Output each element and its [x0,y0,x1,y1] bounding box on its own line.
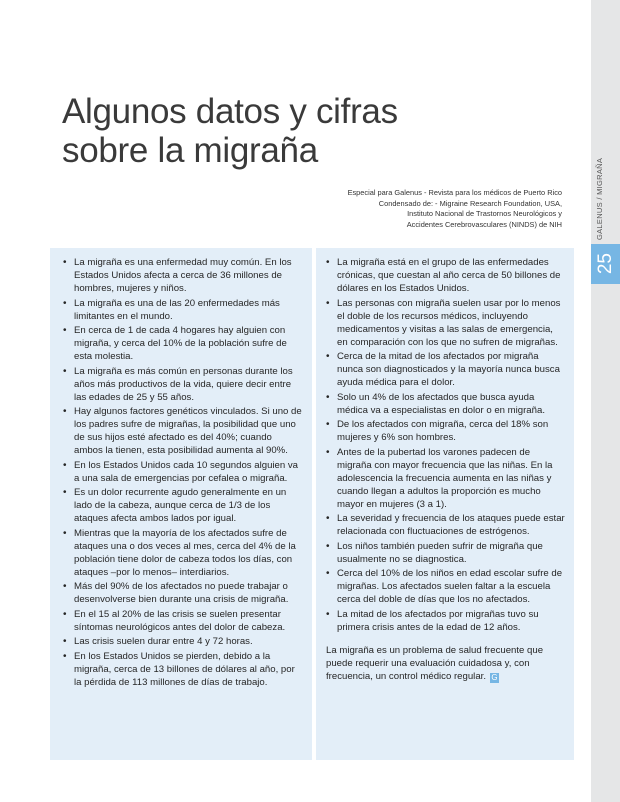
list-item: • Solo un 4% de los afectados que busca ayuda médica va a especialistas en dolor o en migraña. [326,391,566,417]
list-item: • La migraña es más común en personas durante los años más productivos de la vida, quiere decir entre las edades de 25 y 55 años. [63,365,302,404]
list-item: • Es un dolor recurrente agudo generalmente en un lado de la cabeza, aunque cerca de 1/3 de los ataques afecta ambos lados por igual. [63,486,302,525]
page-number: 25 [594,253,616,275]
list-item: • La severidad y frecuencia de los ataques puede estar relacionada con fluctuaciones de estrógenos. [326,512,566,538]
list-item: • Más del 90% de los afectados no puede trabajar o desenvolverse bien durante una crisis de migraña. [63,580,302,606]
list-item: • Las crisis suelen durar entre 4 y 72 horas. [63,635,302,648]
title-line-1: Algunos datos y cifras [62,92,398,131]
list-item: • Hay algunos factores genéticos vinculados. Si uno de los padres sufre de migrañas, la posibilidad que uno de sus hijos esté afectado es del 40%; cuando ambos la tienen, esta posibilidad aumenta al 90%. [63,405,302,457]
side-strip [591,0,620,802]
left-fact-list [63,256,302,689]
credits-line-4: Accidentes Cerebrovasculares (NINDS) de NIH [406,219,562,229]
credits-line-2: Condensado de: - Migraine Research Foundation, USA, [378,198,562,208]
left-column [50,248,312,760]
closing-text: La migraña es un problema de salud frecuente que puede requerir una evaluación cuidadosa y, con frecuencia, un control médico regular. [326,644,544,682]
list-item: • De los afectados con migraña, cerca del 18% son mujeres y 6% son hombres. [326,418,566,444]
closing-paragraph [326,644,566,683]
list-item: • Los niños también pueden sufrir de migraña que usualmente no se diagnostica. [326,540,566,566]
title-line-2: sobre la migraña [62,131,318,170]
end-mark-icon: G [491,672,498,682]
list-item: • Antes de la pubertad los varones padecen de migraña con mayor frecuencia que las niñas. En la adolescencia la frecuencia aumenta en las niñas y cuando llegan a adultos la proporción es mucho mayor en mujeres (3 a 1). [326,446,566,511]
list-item: • Mientras que la mayoría de los afectados sufre de ataques una o dos veces al mes, cerca del 4% de la población tiene dolor de cabeza todos los días, con ataques –por lo menos– interdiarios. [63,527,302,579]
right-fact-list [326,256,566,634]
list-item: • La migraña es una enfermedad muy común. En los Estados Unidos afecta a cerca de 36 millones de hombres, mujeres y niños. [63,256,302,295]
list-item: • Las personas con migraña suelen usar por lo menos el doble de los recursos médicos, incluyendo medicamentos y visitas a las salas de emergencia, en comparación con los que no sufren de migrañas. [326,297,566,349]
list-item: • En el 15 al 20% de las crisis se suelen presentar síntomas neurológicos antes del dolor de cabeza. [63,608,302,634]
credits-line-1: Especial para Galenus - Revista para los médicos de Puerto Rico [347,188,562,197]
list-item: • La migraña está en el grupo de las enfermedades crónicas, que cuestan al año cerca de 50 billones de dólares en los Estados Unidos. [326,256,566,295]
list-item: • Cerca de la mitad de los afectados por migraña nunca son diagnosticados y la mayoría nunca busca ayuda médica para el dolor. [326,350,566,389]
credits-line-3: Instituto Nacional de Trastornos Neurológicos y [407,209,562,219]
list-item: • La mitad de los afectados por migrañas tuvo su primera crisis antes de la edad de 12 años. [326,608,566,634]
list-item: • En los Estados Unidos se pierden, debido a la migraña, cerca de 13 billones de dólares al año, por la pérdida de 113 millones de días de trabajo. [63,650,302,689]
list-item: • La migraña es una de las 20 enfermedades más limitantes en el mundo. [63,297,302,323]
list-item: • En los Estados Unidos cada 10 segundos alguien va a una sala de emergencias por cefalea o migraña. [63,459,302,485]
section-label: GALENUS / MIGRAÑA [595,157,604,240]
list-item: • En cerca de 1 de cada 4 hogares hay alguien con migraña, y cerca del 10% de la población sufre de esta molestia. [63,324,302,363]
right-column [316,248,574,760]
credits [262,188,562,230]
page-title [62,92,562,170]
page-number-box [591,244,620,284]
list-item: • Cerca del 10% de los niños en edad escolar sufre de migrañas. Los afectados suelen faltar a la escuela cerca del doble de días que los no afectados. [326,567,566,606]
